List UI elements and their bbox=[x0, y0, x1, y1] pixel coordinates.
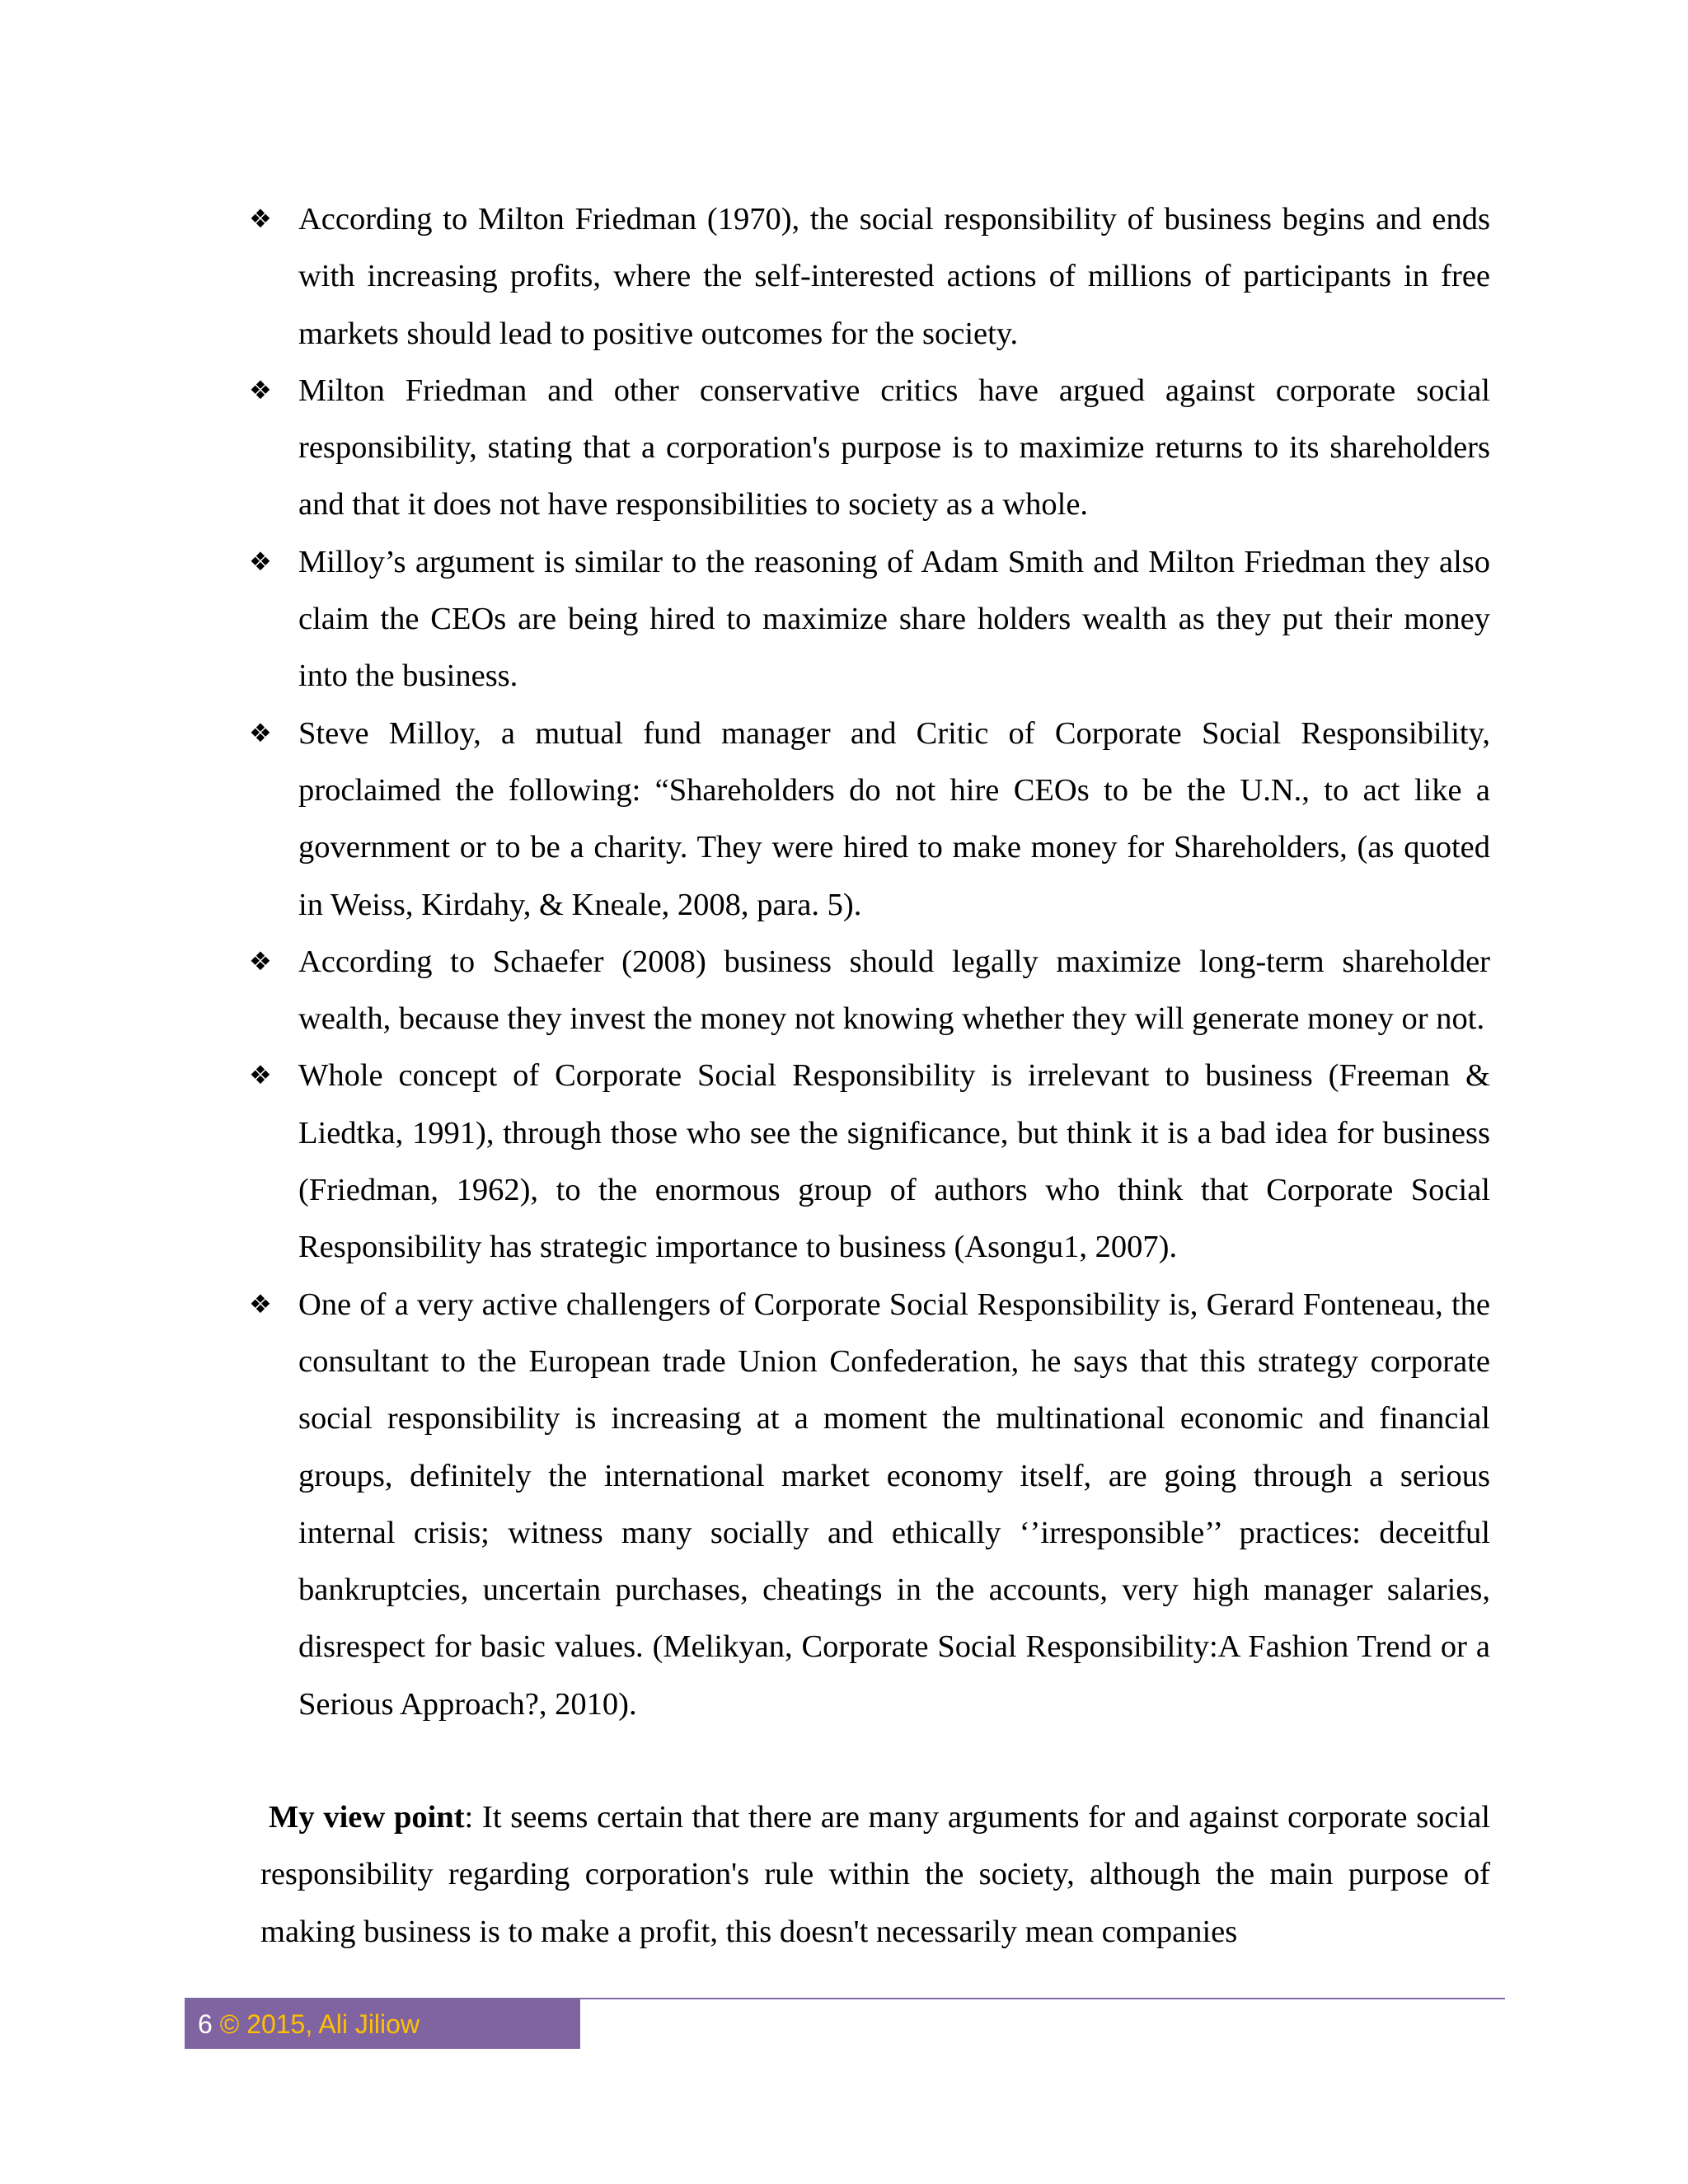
bullet-item bbox=[247, 363, 1490, 534]
four-diamond-bullet-icon: ❖ bbox=[249, 1061, 272, 1091]
four-diamond-bullet-icon: ❖ bbox=[249, 946, 272, 977]
bullet-item bbox=[247, 1047, 1490, 1276]
copyright-notice: © 2015, Ali Jiliow bbox=[219, 2009, 420, 2039]
page-number: 6 bbox=[198, 2009, 213, 2039]
view-point-paragraph bbox=[260, 1789, 1490, 1961]
bullet-text: According to Milton Friedman (1970), the social responsibility of business begins and ends with increasing profits, where the self-interested actions of millions of participants in free markets should lead to positive outcomes for the society. bbox=[298, 202, 1490, 351]
bullet-text: One of a very active challengers of Corporate Social Responsibility is, Gerard Fonteneau, the consultant to the European trade Union Confederation, he says that this strategy corporate social responsibility is increasing at a moment the multinational economic and financial groups, definitely the international market economy itself, are going through a serious internal crisis; witness many socially and ethically ‘’irresponsible’’ practices: deceitful bankruptcies, uncertain purchases, cheatings in the accounts, very high manager salaries, disrespect for basic values. (Melikyan, Corporate Social Responsibility:A Fashion Trend or a Serious Approach?, 2010). bbox=[298, 1286, 1490, 1722]
bullet-item bbox=[247, 1277, 1490, 1733]
view-point-label: My view point bbox=[269, 1800, 465, 1835]
four-diamond-bullet-icon: ❖ bbox=[249, 204, 272, 234]
bullet-text: Steve Milloy, a mutual fund manager and Critic of Corporate Social Responsibility, proclaimed the following: “Shareholders do not hire CEOs to be the U.N., to act like a government or to be a charity. They were hired to make money for Shareholders, (as quoted in Weiss, Kirdahy, & Kneale, 2008, para. 5). bbox=[298, 715, 1490, 922]
bullet-item bbox=[247, 934, 1490, 1048]
argument-bullet-list bbox=[247, 191, 1490, 1733]
bullet-text: Milton Friedman and other conservative critics have argued against corporate social responsibility, stating that a corporation's purpose is to maximize returns to its shareholders and that it does not have responsibilities to society as a whole. bbox=[298, 373, 1490, 523]
bullet-text: Milloy’s argument is similar to the reasoning of Adam Smith and Milton Friedman they also claim the CEOs are being hired to maximize share holders wealth as they put their money into the business. bbox=[298, 544, 1490, 694]
four-diamond-bullet-icon: ❖ bbox=[249, 375, 272, 405]
view-point-text: : It seems certain that there are many arguments for and against corporate social responsibility regarding corporation's rule within the society, although the main purpose of making business is to make a profit, this doesn't necessarily mean companies bbox=[260, 1800, 1490, 1949]
bullet-item bbox=[247, 534, 1490, 705]
bullet-text: According to Schaefer (2008) business should legally maximize long-term shareholder wealth, because they invest the money not knowing whether they will generate money or not. bbox=[298, 944, 1490, 1037]
bullet-item bbox=[247, 705, 1490, 934]
bullet-text: Whole concept of Corporate Social Responsibility is irrelevant to business (Freeman & Liedtka, 1991), through those who see the significance, but think it is a bad idea for business (Friedman, 1962), to the enormous group of authors who think that Corporate Social Responsibility has strategic importance to business (Asongu1, 2007). bbox=[298, 1058, 1490, 1265]
bullet-item bbox=[247, 191, 1490, 363]
footer bbox=[198, 1999, 420, 2049]
four-diamond-bullet-icon: ❖ bbox=[249, 1289, 272, 1319]
four-diamond-bullet-icon: ❖ bbox=[249, 718, 272, 748]
four-diamond-bullet-icon: ❖ bbox=[249, 546, 272, 577]
